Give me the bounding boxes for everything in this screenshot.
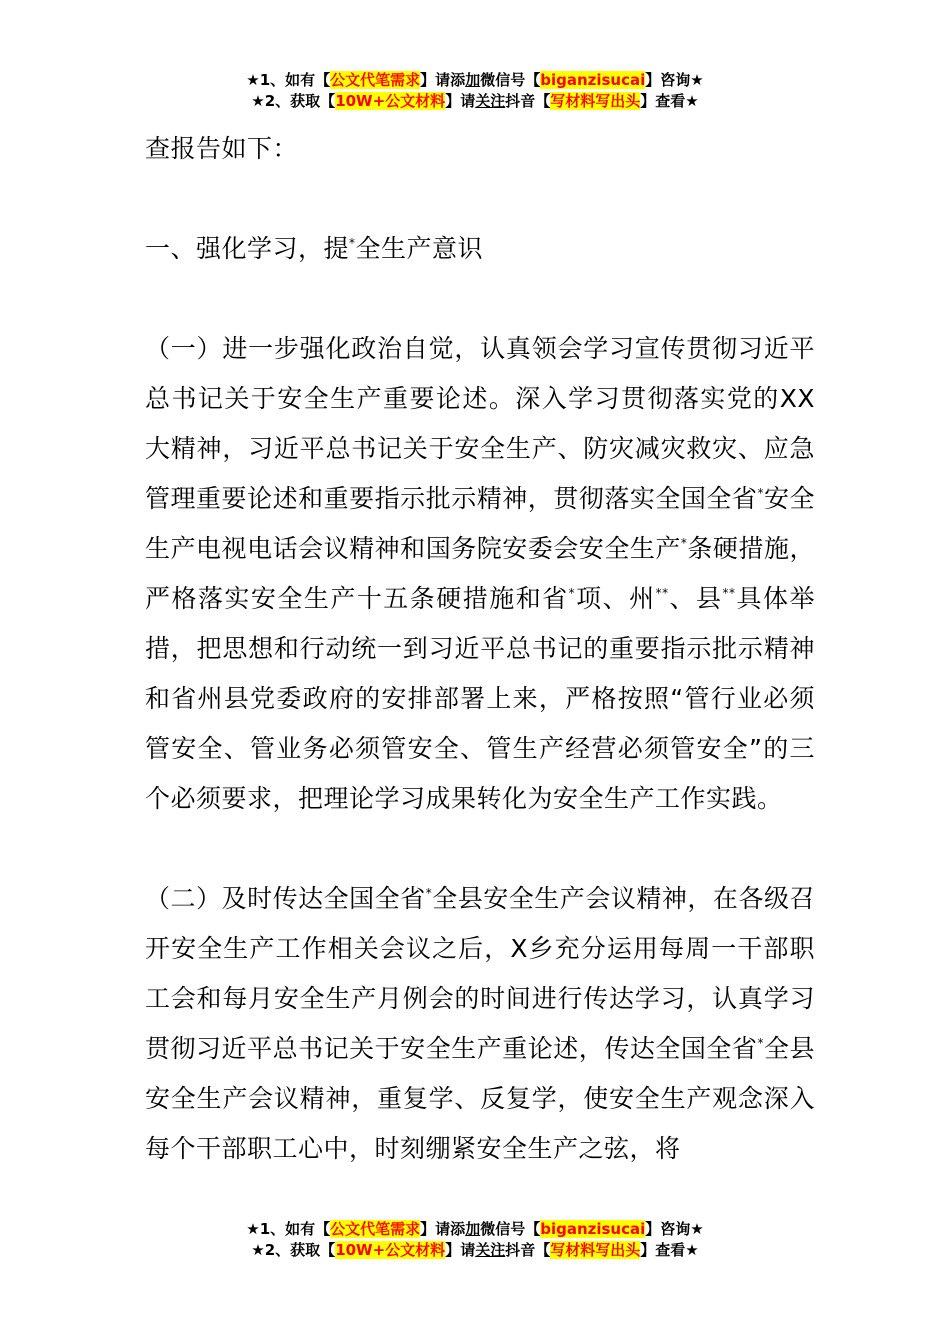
highlight-wechat-id: biganzisucai	[540, 1220, 646, 1238]
footer-notice	[0, 1219, 950, 1261]
header-notice	[0, 70, 950, 112]
notice-line-2: ★2、获取【10W+公文材料】请关注抖音【写材料写出头】查看★	[251, 92, 699, 110]
highlight-materials: 10W+公文材料	[335, 1241, 446, 1259]
notice-line-2: ★2、获取【10W+公文材料】请关注抖音【写材料写出头】查看★	[251, 1241, 699, 1259]
paragraph-2: （二）及时传达全国全省*全县安全生产会议精神，在各级召开安全生产工作相关会议之后，X乡充分运用每周一干部职工会和每月安全生产月例会的时间进行传达学习，认真学习贯彻习近平总书记关于安全生产重论述，传达全国全省*全县安全生产会议精神，重复学、反复学，使安全生产观念深入每个干部职工心中，时刻绷紧安全生产之弦，将	[145, 884, 815, 1163]
intro-text: 查报告如下：	[145, 134, 299, 163]
document-body	[145, 124, 815, 1174]
highlight-service: 公文代笔需求	[330, 1220, 421, 1238]
paragraph-1: （一）进一步强化政治自觉，认真领会学习宣传贯彻习近平总书记关于安全生产重要论述。深入学习贯彻落实党的XX大精神，习近平总书记关于安全生产、防灾减灾救灾、应急管理重要论述和重要指示批示精神，贯彻落实全国全省*安全生产电视电话会议精神和国务院安委会安全生产*条硬措施，严格落实安全生产十五条硬措施和省*项、州**、县**具体举措，把思想和行动统一到习近平总书记的重要指示批示精神和省州县党委政府的安排部署上来，严格按照“管行业必须管安全、管业务必须管安全、管生产经营必须管安全”的三个必须要求，把理论学习成果转化为安全生产工作实践。	[145, 334, 815, 813]
highlight-douyin-account: 写材料写出头	[550, 1241, 641, 1259]
section-heading-1: 一、强化学习，提*全生产意识	[145, 234, 484, 263]
notice-line-1: ★1、如有【公文代笔需求】请添加微信号【biganzisucai】咨询★	[246, 1220, 704, 1238]
notice-line-1: ★1、如有【公文代笔需求】请添加微信号【biganzisucai】咨询★	[246, 71, 704, 89]
highlight-douyin-account: 写材料写出头	[550, 92, 641, 110]
highlight-materials: 10W+公文材料	[335, 92, 446, 110]
highlight-wechat-id: biganzisucai	[540, 71, 646, 89]
highlight-service: 公文代笔需求	[330, 71, 421, 89]
